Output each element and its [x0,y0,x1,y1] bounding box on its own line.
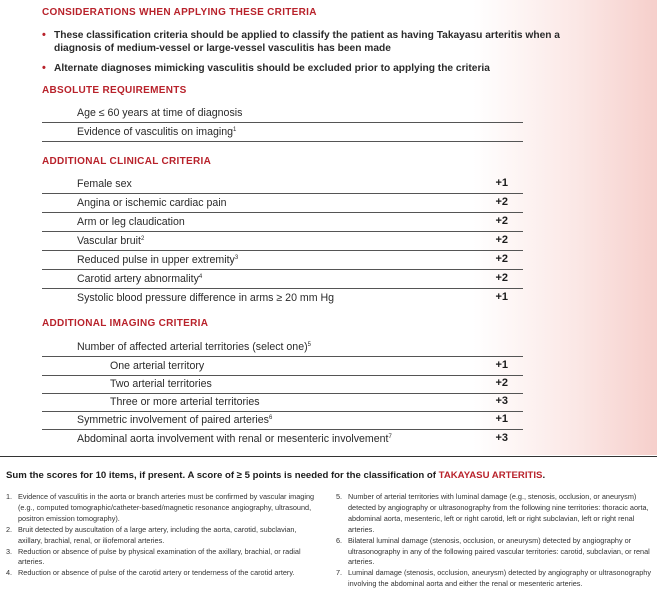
footnote: 2. Bruit detected by auscultation of a large artery, including the aorta, carotid, subclavian, axillary, brachial, renal, or iliofemoral arteries. [6,524,297,545]
criterion-label: Female sex [77,178,132,190]
criterion-label: Angina or ischemic cardiac pain [77,197,227,209]
footnotes-right [336,492,654,590]
criterion-label: Two arterial territories [110,378,212,390]
absolute-row [42,103,523,123]
bullet-dot-icon: • [42,62,46,74]
criterion-label: Systolic blood pressure difference in arms ≥ 20 mm Hg [77,292,335,304]
criterion-points: +3 [495,432,508,444]
footnote: 5. Number of arterial territories with luminal damage (e.g., stenosis, occlusion, or aneurysm) detected by angiography or ultrasonography from the following nine territories: thoracic aorta, abdominal aorta, mesenteric, left or right carotid, left or right subclavian, left or right renal arteries. [336,492,649,534]
takayasu-highlight: TAKAYASU ARTERITIS [438,470,543,481]
clinical-row [42,250,523,270]
footnotes-left [6,492,316,579]
clinical-row [42,174,523,194]
imaging-row [42,374,523,394]
imaging-row [42,392,523,412]
imaging-row [42,410,523,430]
consideration-text: Alternate diagnoses mimicking vasculitis should be excluded prior to applying the criteria [54,63,490,74]
clinical-row [42,231,523,251]
criterion-points: +2 [495,234,508,246]
criterion-label: Symmetric involvement of paired arteries$^6$ [77,414,273,426]
absolute-requirements-heading: ABSOLUTE REQUIREMENTS [42,85,187,96]
criterion-label: Age ≤ 60 years at time of diagnosis [77,107,243,119]
criterion-points: +2 [495,253,508,265]
footnote: 7. Luminal damage (stenosis, occlusion, aneurysm) detected by angiography or ultrasonography involving the abdominal aorta and either the renal or mesenteric arteries. [336,568,651,589]
imaging-row [42,356,523,376]
clinical-row [42,212,523,232]
footnote: 4. Reduction or absence of pulse of the carotid artery or tenderness of the carotid artery. [6,568,295,578]
bullet-dot-icon: • [42,29,46,41]
criterion-points: +2 [495,272,508,284]
consideration-text: These classification criteria should be applied to classify the patient as having Takayasu arteritis when a diagnosis of medium-vessel or large-vessel vasculitis has been made [54,30,560,54]
consideration-bullet [42,62,594,75]
footnote: 6. Bilateral luminal damage (stenosis, occlusion, or aneurysm) detected by angiography or ultrasonography in any of the following paired vascular territories: carotid, subclavian, or renal arteries. [336,535,650,567]
criterion-label: Reduced pulse in upper extremity$^3$ [77,254,239,266]
criterion-label: Evidence of vasculitis on imaging$^1$ [77,126,237,138]
clinical-row [42,269,523,289]
criterion-label: Vascular bruit$^2$ [77,235,145,247]
criterion-points: +1 [495,291,508,303]
imaging-row [42,429,523,448]
footnote: 3. Reduction or absence of pulse by physical examination of the axillary, brachial, or radial arteries. [6,546,301,567]
criterion-label: One arterial territory [110,360,205,372]
footnote: 1. Evidence of vasculitis in the aorta or branch arteries must be confirmed by vascular imaging (e.g., computed tomographic/catheter-based/magnetic resonance angiography, ultrasound, positron emission tomography). [6,492,315,523]
criterion-label: Number of affected arterial territories (select one)$^5$ [77,341,311,353]
criterion-label: Carotid artery abnormality$^4$ [77,273,203,285]
criterion-points: +2 [495,215,508,227]
imaging-row [42,337,523,357]
clinical-criteria-heading: ADDITIONAL CLINICAL CRITERIA [42,156,212,167]
clinical-row [42,288,523,307]
criterion-points: +2 [495,377,508,389]
criterion-points: +1 [495,359,508,371]
imaging-criteria-heading: ADDITIONAL IMAGING CRITERIA [42,318,209,329]
criterion-points: +1 [495,177,508,189]
absolute-row [42,122,523,142]
section-divider [0,456,657,457]
criterion-label: Three or more arterial territories [110,396,260,408]
criterion-points: +2 [495,196,508,208]
clinical-row [42,193,523,213]
criterion-points: +1 [495,413,508,425]
criterion-label: Abdominal aorta involvement with renal or mesenteric involvement$^7$ [77,433,392,445]
criterion-points: +3 [495,395,508,407]
score-summary: Sum the scores for 10 items, if present. A score of ≥ 5 points is needed for the classification of TAKAYASU ARTERITIS. [6,470,546,481]
considerations-heading: CONSIDERATIONS WHEN APPLYING THESE CRITERIA [42,7,317,18]
consideration-bullet [42,29,594,55]
criterion-label: Arm or leg claudication [77,216,185,228]
